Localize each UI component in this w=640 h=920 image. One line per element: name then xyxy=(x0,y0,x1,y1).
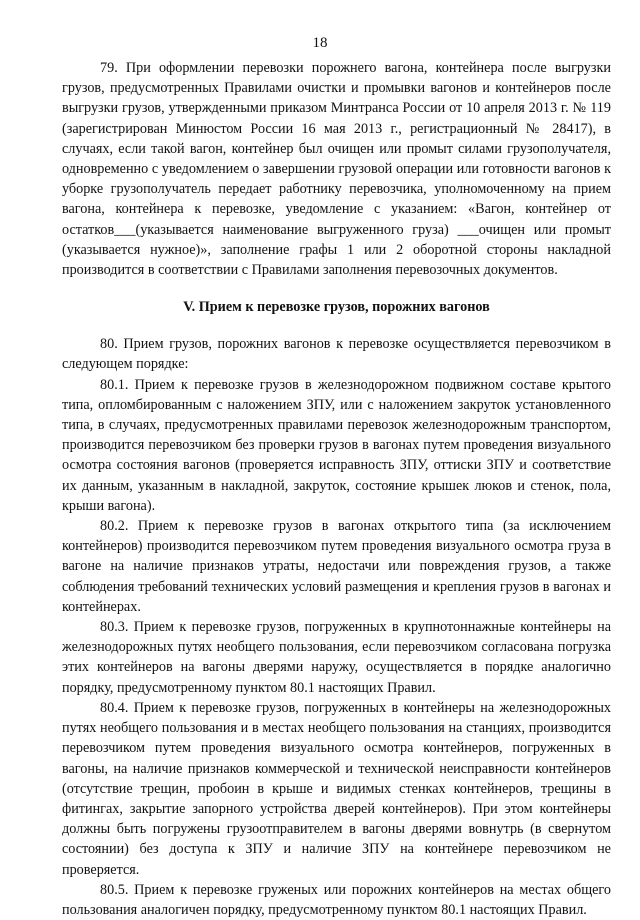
paragraph-80-4: 80.4. Прием к перевозке грузов, погруженных в контейнеры на железнодорожных путях необщего пользования и в местах необщего пользования на станциях, производится перевозчиком путем проведения визуального осмотра контейнеров, погруженных в вагоны, на наличие признаков коммерческой и технической неисправности контейнеров (отсутствие трещин, пробоин в крыше и видимых стенках контейнеров, трещины в фитингах, закрытие запорного устройства дверей контейнеров). При этом контейнеры должны быть погружены грузоотправителем в вагоны дверями вовнутрь (в свернутом состоянии) без доступа к ЗПУ и наличие ЗПУ на контейнере перевозчиком не проверяется. xyxy=(62,699,611,878)
page-number: 18 xyxy=(312,35,328,51)
paragraph-80-1: 80.1. Прием к перевозке грузов в железнодорожном подвижном составе крытого типа, опломбированным с наложением ЗПУ, или с наложением закруток установленного типа, в случаях, предусмотренных правилами перевозок железнодорожным транспортом, производится перевозчиком без проверки грузов в вагонах путем проведения визуального осмотра состояния вагонов (проверяется исправность ЗПУ, оттиски ЗПУ и соответствие их данным, указанным в накладной, закруток, состояние крышек люков и стенок, пола, крыши вагона). xyxy=(62,376,611,514)
document-body xyxy=(62,58,611,920)
paragraph-80-3: 80.3. Прием к перевозке грузов, погруженных в крупнотоннажные контейнеры на железнодорожных путях необщего пользования, если перевозчиком согласована погрузка этих контейнеров на вагоны дверями наружу, осуществляется в порядке аналогично порядку, предусмотренному пунктом 80.1 настоящих Правил. xyxy=(62,619,611,696)
paragraph-80-5: 80.5. Прием к перевозке груженых или порожних контейнеров на местах общего пользования аналогичен порядку, предусмотренному пунктом 80.1 настоящих Правил. xyxy=(62,881,611,918)
section-heading: V. Прием к перевозке грузов, порожних вагонов xyxy=(183,299,490,316)
paragraph-80: 80. Прием грузов, порожних вагонов к перевозке осуществляется перевозчиком в следующем порядке: xyxy=(62,336,611,373)
paragraph-80-2: 80.2. Прием к перевозке грузов в вагонах открытого типа (за исключением контейнеров) производится перевозчиком путем проведения визуального осмотра груза в вагоне на наличие признаков утраты, недостачи или повреждения грузов, а также соблюдения требований технических условий размещения и крепления грузов в вагонах и контейнерах. xyxy=(62,518,611,615)
paragraph-79: 79. При оформлении перевозки порожнего вагона, контейнера после выгрузки грузов, предусмотренных Правилами очистки и промывки вагонов и контейнеров после выгрузки грузов, утвержденными приказом Минтранса России от 10 апреля 2013 г. № 119 (зарегистрирован Минюстом России 16 мая 2013 г., регистрационный № 28417), в случаях, если такой вагон, контейнер был очищен или промыт силами грузополучателя, одновременно с уведомлением о завершении грузовой операции или готовности вагонов к уборке грузополучатель передает работнику перевозчика, уполномоченному на прием вагона, контейнера к перевозке, уведомление с указанием: «Вагон, контейнер от остатков___(указывается наименование выгруженного груза) ___очищен или промыт (указывается нужное)», заполнение графы 1 или 2 оборотной стороны накладной производится в соответствии с Правилами заполнения перевозочных документов. xyxy=(62,60,611,279)
